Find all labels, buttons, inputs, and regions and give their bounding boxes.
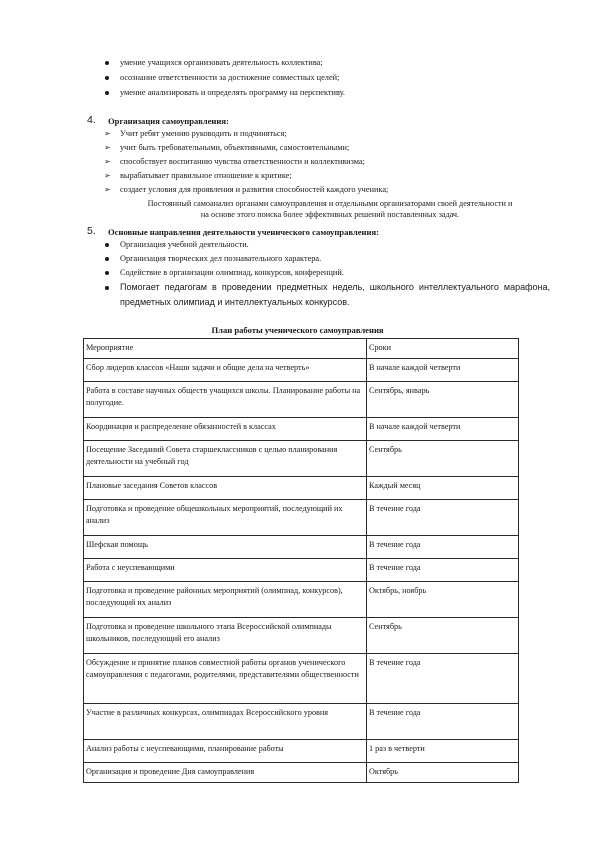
- event-cell: Работа с неуспевающими: [84, 559, 367, 582]
- event-cell: Работа в составе научных обществ учащихся школы. Планирование работы на полугодие.: [84, 382, 367, 418]
- event-cell: Подготовка и проведение районных мероприятий (олимпиад, конкурсов), последующий их анализ: [84, 582, 367, 618]
- deadline-cell: В течение года: [367, 559, 519, 582]
- table-row: [84, 704, 519, 740]
- table-row: [84, 441, 519, 477]
- bullet-dot: [105, 243, 109, 247]
- list-item: Помогает педагогам в проведении предметных недель, школьного интеллектуального марафона, предметных олимпиад и интеллектуальных конкурсов.: [120, 282, 550, 307]
- list-item: способствует воспитанию чувства ответственности и коллективизма;: [120, 157, 365, 166]
- bullet-dot: [105, 91, 109, 95]
- arrow-bullet-icon: ➢: [104, 185, 111, 194]
- list-item: Организация учебной деятельности.: [120, 240, 249, 249]
- list-item: умение учащихся организовать деятельность коллектива;: [120, 58, 323, 67]
- table-row: [84, 418, 519, 441]
- arrow-bullet-icon: ➢: [104, 171, 111, 180]
- table-row: [84, 536, 519, 559]
- table-row: [84, 654, 519, 704]
- list-item: создает условия для проявления и развития способностей каждого ученика;: [120, 185, 389, 194]
- deadline-cell: В начале каждой четверти: [367, 418, 519, 441]
- list-item: осознание ответственности за достижение совместных целей;: [120, 73, 340, 82]
- deadline-cell: Сентябрь: [367, 618, 519, 654]
- event-cell: Плановые заседания Советов классов: [84, 477, 367, 500]
- bullet-dot: [105, 61, 109, 65]
- deadline-cell: В течение года: [367, 654, 519, 704]
- event-cell: Организация и проведение Дня самоуправления: [84, 763, 367, 783]
- event-cell: Посещение Заседаний Совета старшеклассников с целью планирования деятельности на учебный год: [84, 441, 367, 477]
- section-number: 5.: [87, 225, 96, 237]
- list-item: Учит ребят умению руководить и подчиняться;: [120, 129, 287, 138]
- list-item: вырабатывает правильное отношение к критике;: [120, 171, 292, 180]
- bullet-dot: [105, 76, 109, 80]
- deadline-cell: В начале каждой четверти: [367, 359, 519, 382]
- table-row: [84, 477, 519, 500]
- deadline-cell: Сентябрь, январь: [367, 382, 519, 418]
- paragraph-line: Постоянный самоанализ органами самоуправления и отдельными организаторами своей деятельности и: [147, 199, 513, 208]
- bullet-dot: [105, 286, 109, 290]
- list-item: умение анализировать и определять программу на перспективу.: [120, 88, 345, 97]
- paragraph: [95, 198, 565, 220]
- deadline-cell: Октябрь: [367, 763, 519, 783]
- plan-table-body: [84, 339, 519, 783]
- event-cell: Подготовка и проведение общешкольных мероприятий, последующий их анализ: [84, 500, 367, 536]
- deadline-cell: В течение года: [367, 500, 519, 536]
- plan-table: [83, 338, 519, 783]
- event-cell: Шефская помощь: [84, 536, 367, 559]
- table-row: [84, 500, 519, 536]
- arrow-bullet-icon: ➢: [104, 143, 111, 152]
- list-item: учит быть требовательными, объективными, самостоятельными;: [120, 143, 350, 152]
- table-header-row: [84, 339, 519, 359]
- header-cell: Мероприятие: [84, 339, 367, 359]
- arrow-bullet-icon: ➢: [104, 157, 111, 166]
- deadline-cell: Каждый месяц: [367, 477, 519, 500]
- arrow-bullet-icon: ➢: [104, 129, 111, 138]
- deadline-cell: В течение года: [367, 704, 519, 740]
- table-row: [84, 763, 519, 783]
- table-row: [84, 359, 519, 382]
- table-row: [84, 559, 519, 582]
- deadline-cell: Октябрь, ноябрь: [367, 582, 519, 618]
- table-row: [84, 740, 519, 763]
- paragraph-line: на основе этого поиска более эффективных решений поставленных задач.: [200, 210, 460, 219]
- event-cell: Подготовка и проведение школьного этапа Всероссийской олимпиады школьников, последующий его анализ: [84, 618, 367, 654]
- section-title: Основные направления деятельности ученического самоуправления:: [108, 227, 379, 237]
- section-number: 4.: [87, 114, 96, 126]
- bullet-dot: [105, 257, 109, 261]
- event-cell: Обсуждение и принятие планов совместной работы органов ученического самоуправления с педагогами, родителями, представителями общественности: [84, 654, 367, 704]
- list-item: Содействие в организации олимпиад, конкурсов, конференций.: [120, 268, 344, 277]
- table-row: [84, 382, 519, 418]
- list-item: Организация творческих дел познавательного характера.: [120, 254, 322, 263]
- plan-title: План работы ученического самоуправления: [211, 325, 384, 335]
- table-row: [84, 618, 519, 654]
- deadline-cell: В течение года: [367, 536, 519, 559]
- event-cell: Участие в различных конкурсах, олимпиадах Всероссийского уровня: [84, 704, 367, 740]
- section-title: Организация самоуправления:: [108, 116, 229, 126]
- bullet-dot: [105, 271, 109, 275]
- event-cell: Анализ работы с неуспевающими, планирование работы: [84, 740, 367, 763]
- deadline-cell: 1 раз в четверти: [367, 740, 519, 763]
- event-cell: Сбор лидеров классов «Наши задачи и общие дела на четверть»: [84, 359, 367, 382]
- event-cell: Координация и распределение обязанностей в классах: [84, 418, 367, 441]
- header-cell: Сроки: [367, 339, 519, 359]
- table-row: [84, 582, 519, 618]
- deadline-cell: Сентябрь: [367, 441, 519, 477]
